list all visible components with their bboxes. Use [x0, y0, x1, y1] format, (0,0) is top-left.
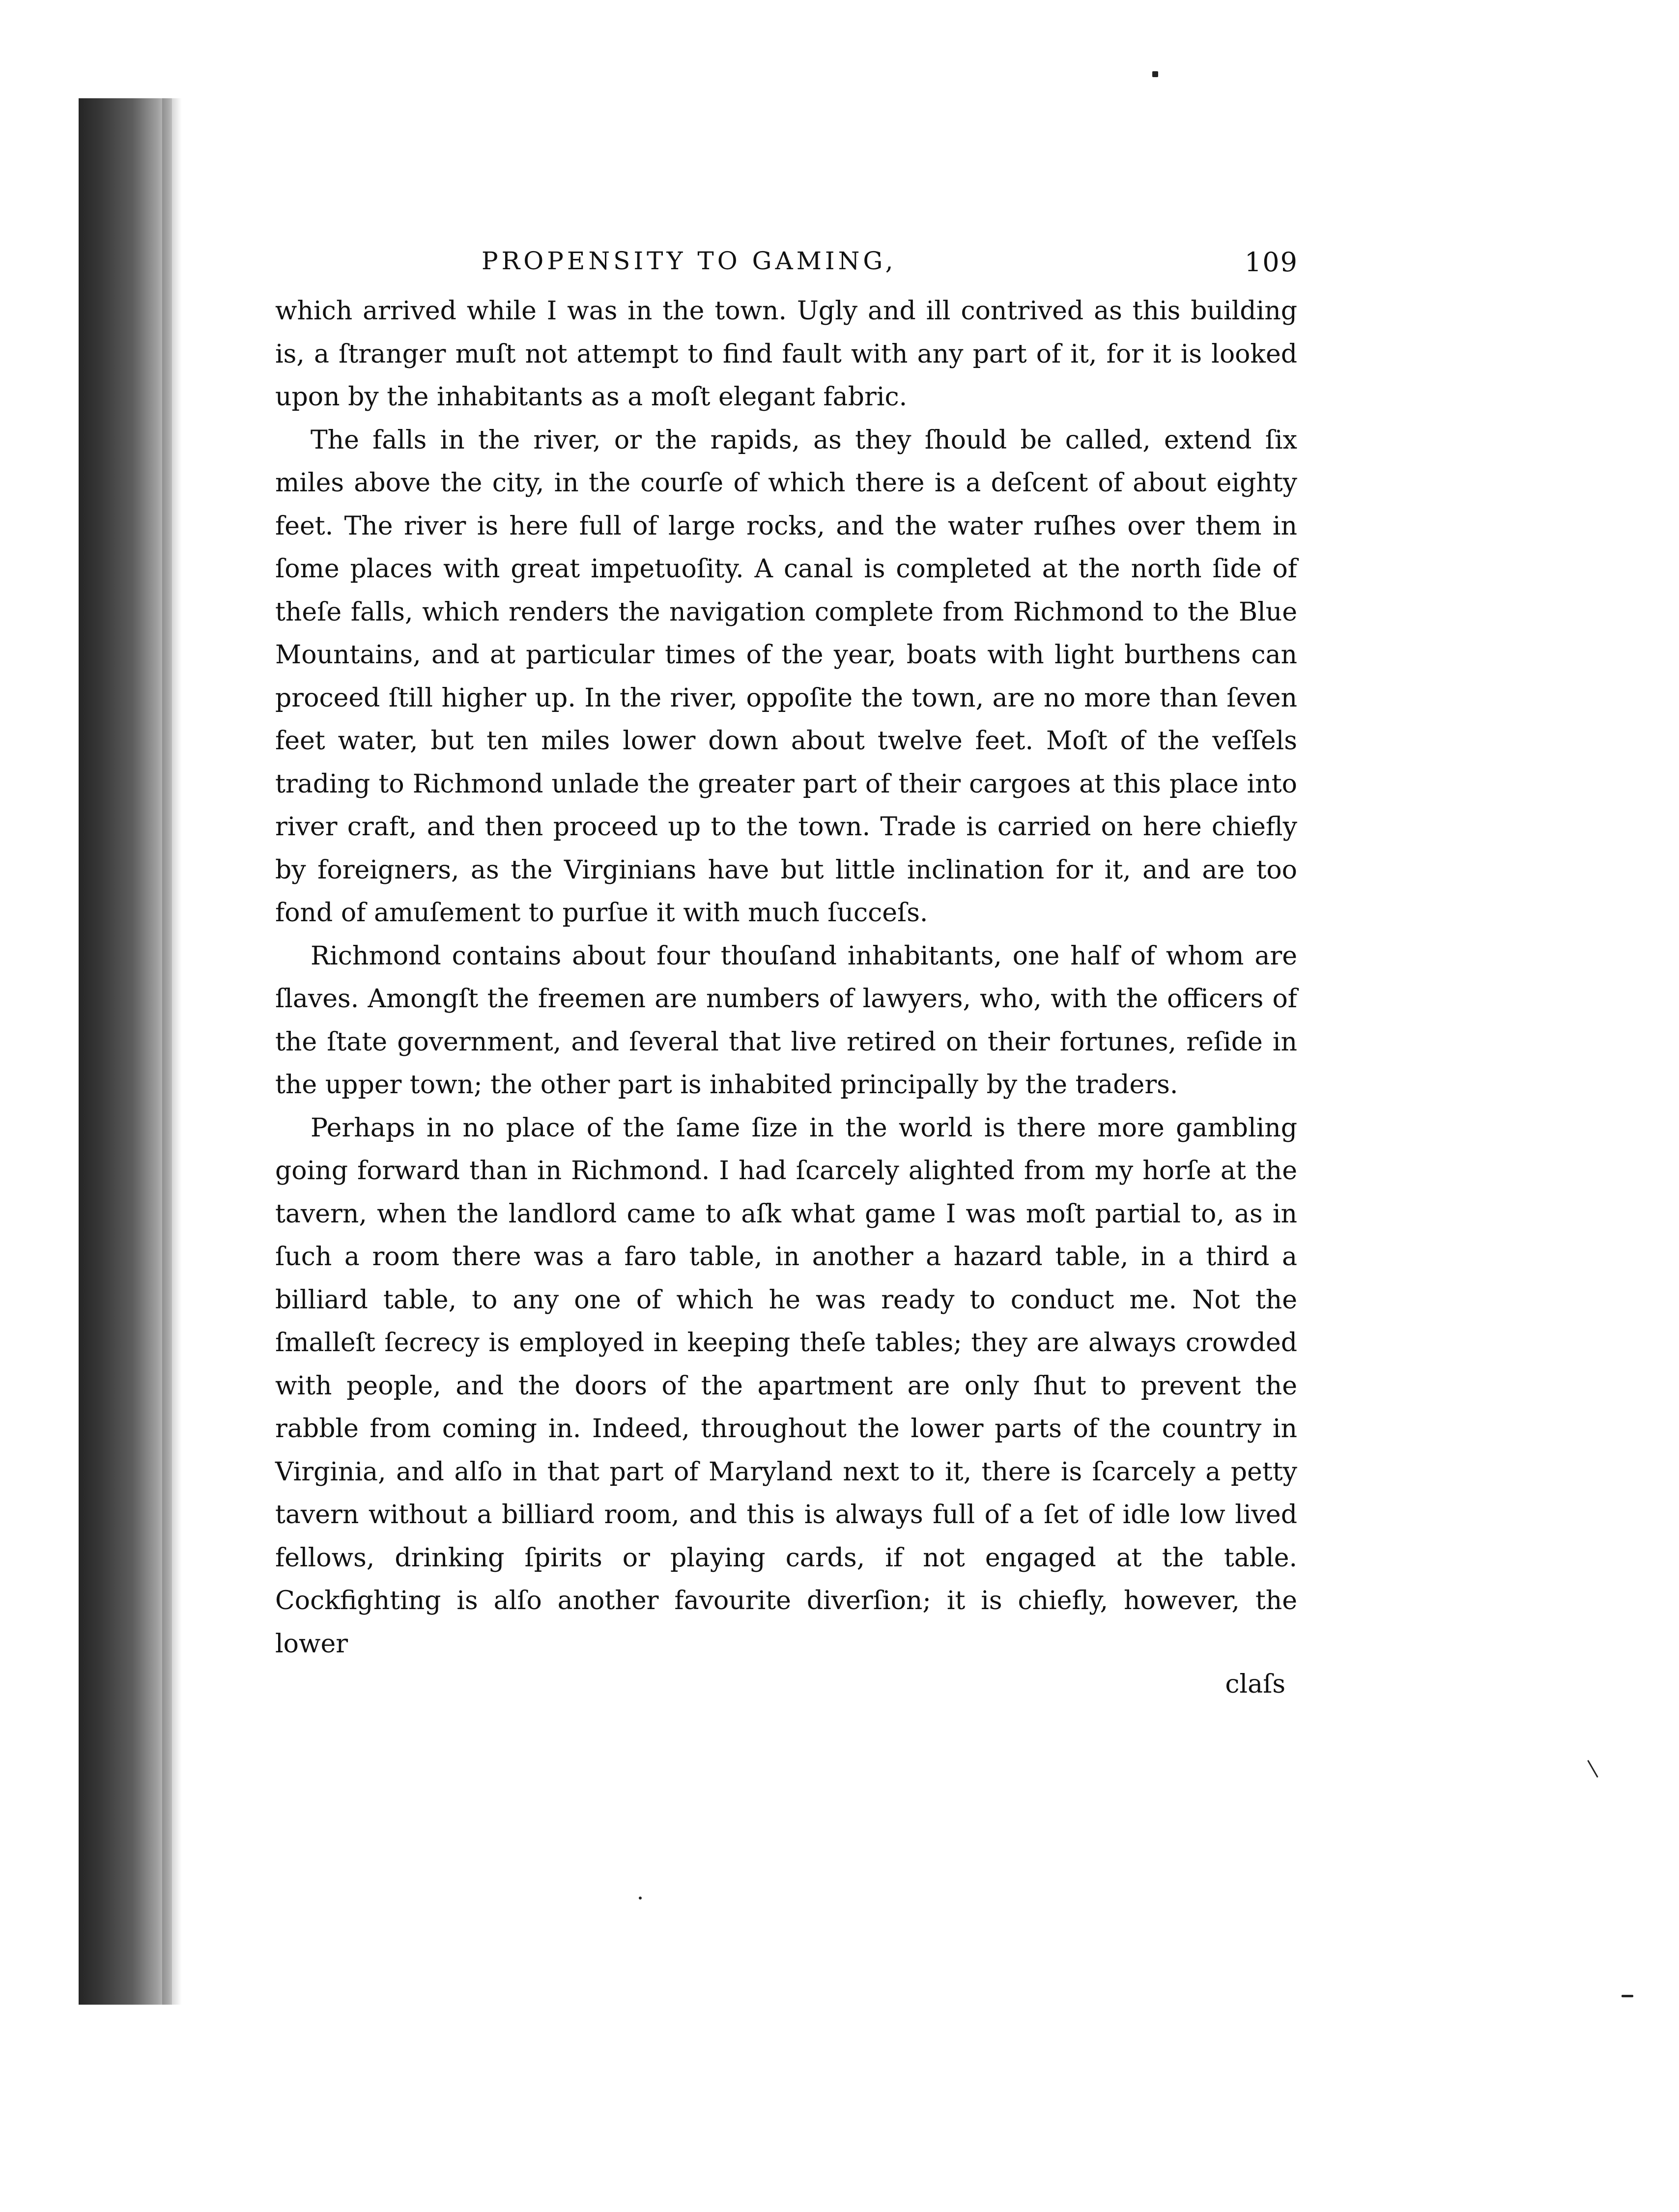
paragraph-continued: which arrived while I was in the town. Ugly and ill contrived as this building is, a ſtranger muſt not attempt to find fault with any part of it, for it is looked upon by the inhabitants as a moſt elegant fabric.	[275, 296, 1297, 412]
paragraph-gambling: Perhaps in no place of the ſame ſize in the world is there more gambling going forward than in Richmond. I had ſcarcely alighted from my horſe at the tavern, when the landlord came to aſk what game I was moſt partial to, as in ſuch a room there was a faro table, in another a hazard table, in a third a billiard table, to any one of which he was ready to conduct me. Not the ſmalleſt ſecrecy is employed in keeping theſe tables; they are always crowded with people, and the doors of the apartment are only ſhut to prevent the rabble from coming in. Indeed, throughout the lower parts of the country in Virginia, and alſo in that part of Maryland next to it, there is ſcarcely a petty tavern without a billiard room, and this is always full of a ſet of idle low lived fellows, drinking ſpirits or playing cards, if not engaged at the table. Cockfighting is alſo another favourite diverſion; it is chiefly, however, the lower	[275, 1113, 1297, 1659]
running-head	[275, 236, 1297, 290]
gutter-edge-fade	[162, 98, 182, 2005]
ink-speck	[639, 1897, 642, 1900]
body-text	[275, 290, 1297, 1666]
paragraph-falls: The falls in the river, or the rapids, as they ſhould be called, extend ſix miles above the city, in the courſe of which there is a deſcent of about eighty feet. The river is here full of large rocks, and the water ruſhes over them in ſome places with great impetuoſity. A canal is completed at the north ſide of theſe falls, which renders the navigation complete from Richmond to the Blue Mountains, and at particular times of the year, boats with light burthens can proceed ſtill higher up. In the river, oppoſite the town, are no more than ſeven feet water, but ten miles lower down about twelve feet. Moſt of the veſſels trading to Richmond unlade the greater part of their cargoes at this place into river craft, and then proceed up to the town. Trade is carried on here chiefly by foreigners, as the Virginians have but little inclination for it, and are too fond of amuſement to purſue it with much ſucceſs.	[275, 425, 1297, 928]
running-head-title: PROPENSITY TO GAMING,	[482, 247, 897, 275]
book-gutter-shadow	[79, 98, 172, 2005]
paragraph-population: Richmond contains about four thouſand inhabitants, one half of whom are ſlaves. Amongſt the freemen are numbers of lawyers, who, with the officers of the ſtate government, and ſeveral that live retired on their fortunes, reſide in the upper town; the other part is inhabited principally by the traders.	[275, 941, 1297, 1100]
catchword: claſs	[1225, 1670, 1285, 1699]
ink-speck	[1622, 1995, 1633, 1997]
ink-speck	[1152, 71, 1158, 77]
book-page	[275, 236, 1297, 1956]
page-number: 109	[1244, 247, 1298, 278]
ink-speck	[1587, 1760, 1598, 1778]
